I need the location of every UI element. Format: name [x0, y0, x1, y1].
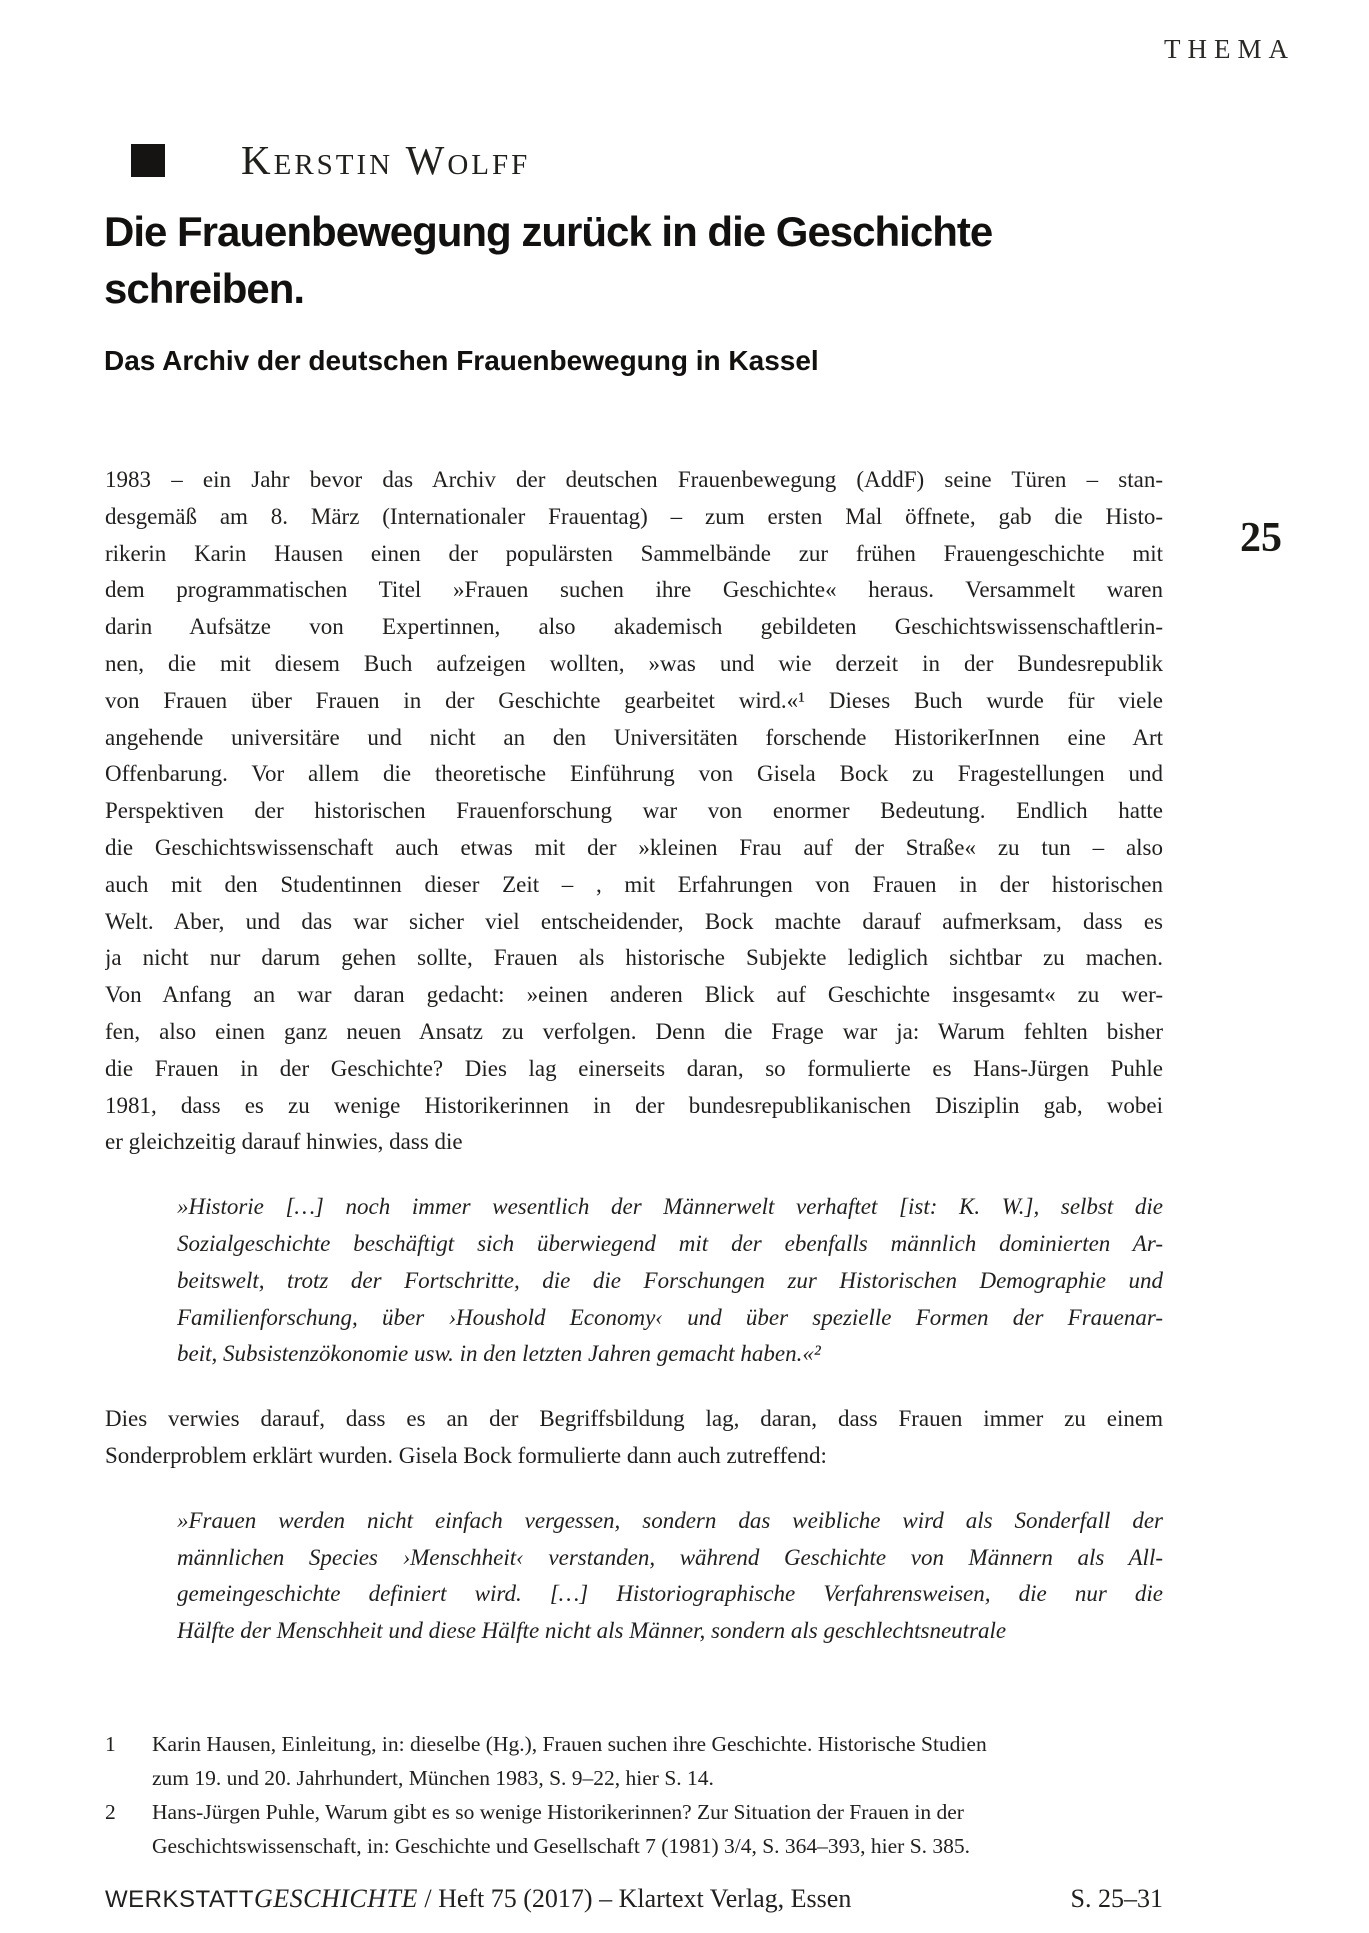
text-line: Dies verwies darauf, dass es an der Begriffsbildung lag, daran, dass Frauen immer zu einem	[105, 1406, 1163, 1432]
text-line: männlichen Species ›Menschheit‹ verstanden, während Geschichte von Männern als All-	[177, 1544, 1163, 1570]
text-line: die Geschichtswissenschaft auch etwas mit der »kleinen Frau auf der Straße« zu tun – also	[105, 834, 1163, 860]
text-line: gemeingeschichte definiert wird. […] Historiographische Verfahrensweisen, die nur die	[177, 1581, 1163, 1607]
text-line: er gleichzeitig darauf hinwies, dass die	[105, 1129, 463, 1155]
text-line: beitswelt, trotz der Fortschritte, die die Forschungen zur Historischen Demographie und	[177, 1267, 1163, 1293]
margin-page-number: 25	[1240, 515, 1282, 561]
text-line: nen, die mit diesem Buch aufzeigen wollten, »was und wie derzeit in der Bundesrepublik	[105, 650, 1163, 676]
article-title-line-2: schreiben.	[104, 265, 305, 312]
journal-name-italic: GESCHICHTE	[253, 1884, 418, 1913]
block-quote	[177, 1189, 1163, 1373]
text-line: Hälfte der Menschheit und diese Hälfte nicht als Männer, sondern als geschlechtsneutrale	[177, 1618, 1007, 1644]
footnote-number: 2	[105, 1800, 116, 1824]
text-line: auch mit den Studentinnen dieser Zeit – , mit Erfahrungen von Frauen in der historischen	[105, 871, 1163, 897]
text-line: angehende universitäre und nicht an den Universitäten forschende HistorikerInnen eine Art	[105, 724, 1163, 750]
text-line: 1983 – ein Jahr bevor das Archiv der deutschen Frauenbewegung (AddF) seine Türen – stan-	[105, 467, 1163, 492]
article-title	[104, 203, 992, 317]
issue-info: / Heft 75 (2017) – Klartext Verlag, Essen	[417, 1884, 852, 1913]
author-name: Kerstin Wolff	[241, 137, 531, 183]
section-header-label: THEMA	[1164, 34, 1295, 64]
footnote	[105, 1795, 1163, 1863]
text-line: Sozialgeschichte beschäftigt sich überwiegend mit der ebenfalls männlich dominierten Ar-	[177, 1230, 1163, 1256]
footnote	[105, 1727, 1163, 1795]
section-marker-square	[131, 144, 165, 177]
text-line: ja nicht nur darum gehen sollte, Frauen als historische Subjekte lediglich sichtbar zu machen.	[105, 945, 1163, 971]
text-line: von Frauen über Frauen in der Geschichte gearbeitet wird.«¹ Dieses Buch wurde für viele	[105, 687, 1163, 713]
text-line: darin Aufsätze von Expertinnen, also akademisch gebildeten Geschichtswissenschaftlerin-	[105, 614, 1163, 640]
page-range: S. 25–31	[1070, 1884, 1163, 1913]
journal-imprint	[105, 1884, 851, 1914]
text-line: Perspektiven der historischen Frauenforschung war von enormer Bedeutung. Endlich hatte	[105, 798, 1163, 824]
footnote-line: Karin Hausen, Einleitung, in: dieselbe (Hg.), Frauen suchen ihre Geschichte. Historische Studien	[152, 1732, 987, 1756]
footnote-line: Geschichtswissenschaft, in: Geschichte und Gesellschaft 7 (1981) 3/4, S. 364–393, hier S. 385.	[152, 1834, 971, 1858]
article-title-line-1: Die Frauenbewegung zurück in die Geschichte	[104, 208, 993, 255]
text-line: die Frauen in der Geschichte? Dies lag einerseits daran, so formulierte es Hans-Jürgen Puhle	[105, 1055, 1163, 1081]
footnote-number: 1	[105, 1732, 116, 1756]
journal-name-plain: WERKSTATT	[105, 1886, 254, 1913]
block-quote	[177, 1503, 1163, 1650]
text-line: Welt. Aber, und das war sicher viel entscheidender, Bock machte darauf aufmerksam, dass es	[105, 908, 1163, 934]
text-line: Familienforschung, über ›Houshold Economy‹ und über spezielle Formen der Frauenar-	[177, 1304, 1163, 1330]
text-line: Von Anfang an war daran gedacht: »einen anderen Blick auf Geschichte insgesamt« zu wer-	[105, 982, 1163, 1008]
footnotes	[105, 1727, 1163, 1863]
page-footer	[105, 1884, 1163, 1914]
body-paragraph	[105, 462, 1163, 1161]
text-line: beit, Subsistenzökonomie usw. in den letzten Jahren gemacht haben.«²	[177, 1341, 821, 1367]
footnote-line: zum 19. und 20. Jahrhundert, München 1983, S. 9–22, hier S. 14.	[152, 1766, 714, 1790]
text-line: fen, also einen ganz neuen Ansatz zu verfolgen. Denn die Frage war ja: Warum fehlten bisher	[105, 1018, 1163, 1044]
text-line: dem programmatischen Titel »Frauen suchen ihre Geschichte« heraus. Versammelt waren	[105, 577, 1163, 603]
text-line: Offenbarung. Vor allem die theoretische Einführung von Gisela Bock zu Fragestellungen und	[105, 761, 1163, 787]
article-subtitle: Das Archiv der deutschen Frauenbewegung in Kassel	[104, 345, 819, 376]
article-body	[105, 462, 1163, 1678]
text-line: 1981, dass es zu wenige Historikerinnen in der bundesrepublikanischen Disziplin gab, wobei	[105, 1092, 1163, 1118]
author-row	[131, 137, 531, 183]
text-line: desgemäß am 8. März (Internationaler Frauentag) – zum ersten Mal öffnete, gab die Histo-	[105, 503, 1163, 529]
text-line: »Historie […] noch immer wesentlich der Männerwelt verhaftet [ist: K. W.], selbst die	[177, 1194, 1163, 1220]
text-line: rikerin Karin Hausen einen der populärsten Sammelbände zur frühen Frauengeschichte mit	[105, 540, 1163, 566]
text-line: »Frauen werden nicht einfach vergessen, sondern das weibliche wird als Sonderfall der	[177, 1507, 1163, 1533]
footnote-line: Hans-Jürgen Puhle, Warum gibt es so wenige Historikerinnen? Zur Situation der Frauen in der	[152, 1800, 964, 1824]
body-paragraph	[105, 1401, 1163, 1475]
text-line: Sonderproblem erklärt wurden. Gisela Bock formulierte dann auch zutreffend:	[105, 1442, 827, 1468]
